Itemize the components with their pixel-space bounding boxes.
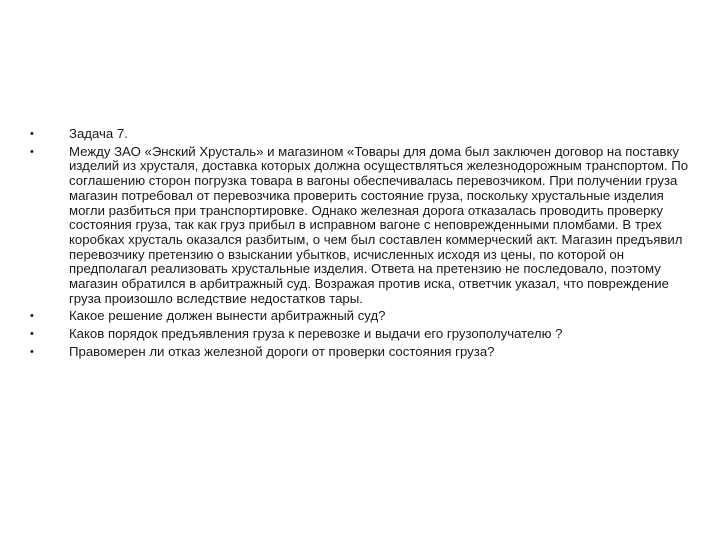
bullet-list	[30, 127, 700, 363]
bullet-item-question-1	[30, 309, 700, 324]
bullet-item-case-description	[30, 145, 700, 307]
case-description: • Между ЗАО «Энский Хрусталь» и магазином «Товары для дома был заключен договор на поставку изделий из хрусталя, доставка которых должна осуществляться железнодорожным транспортом. По соглашению сторон погрузка товара в вагоны обеспечивалась перевозчиком. При получении груза магазин потребовал от перевозчика проверить состояние груза, поскольку хрустальные изделия могли разбиться при транспортировке. Однако железная дорога отказалась проводить проверку состояния груза, так как груз прибыл в исправном вагоне с неповрежденными пломбами. В трех коробках хрусталь оказался разбитым, о чем был составлен коммерческий акт. Магазин предъявил перевозчику претензию о взыскании убытков, исчисленных исходя из цены, по которой он предполагал реализовать хрустальные изделия. Ответа на претензию не последовало, поэтому магазин обратился в арбитражный суд. Возражая против иска, ответчик указал, что повреждение груза произошло вследствие недостатков тары.	[69, 143, 689, 306]
bullet-item-question-3	[30, 345, 700, 360]
bullet-item-task-title	[30, 127, 700, 142]
bullet-item-question-2	[30, 327, 700, 342]
task-title: • Задача 7.	[69, 126, 128, 141]
question-1: • Какое решение должен вынести арбитражный суд?	[69, 308, 386, 324]
question-3: • Правомерен ли отказ железной дороги от проверки состояния груза?	[69, 343, 495, 359]
question-2: • Каков порядок предъявления груза к перевозке и выдачи его грузополучателю ?	[69, 326, 563, 342]
